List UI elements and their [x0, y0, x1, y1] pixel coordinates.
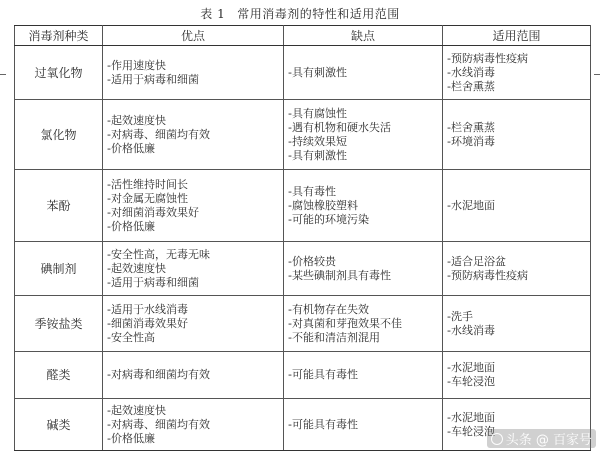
cons-item: -具有刺激性 — [288, 148, 347, 162]
pros-item: -起效速度快 — [107, 113, 166, 127]
pros-item: -起效速度快 — [107, 403, 166, 417]
table-title: 常用消毒剂的特性和适用范围 — [237, 7, 400, 21]
disinfectant-name: 过氧化物 — [15, 46, 103, 100]
table-row — [15, 100, 591, 170]
disinfectant-name: 碱类 — [15, 399, 103, 451]
pros-item: -作用速度快 — [107, 58, 166, 72]
cons-item: -价格较贵 — [288, 254, 336, 268]
pros-item: -价格低廉 — [107, 219, 155, 233]
table-number: 表 1 — [200, 7, 226, 21]
header-cons: 缺点 — [284, 26, 443, 46]
pros-cell — [103, 242, 284, 296]
pros-cell — [103, 46, 284, 100]
scope-item: -栏舍熏蒸 — [447, 79, 495, 93]
table-row — [15, 352, 591, 399]
header-scope: 适用范围 — [443, 26, 591, 46]
scope-cell — [443, 242, 591, 296]
scope-cell — [443, 46, 591, 100]
scope-item: -适合足浴盆 — [447, 254, 506, 268]
watermark-icon — [491, 433, 503, 445]
cons-cell — [284, 399, 443, 451]
scope-cell — [443, 352, 591, 399]
pros-item: -对病毒和细菌均有效 — [107, 368, 210, 381]
cons-cell — [284, 242, 443, 296]
pros-item: -对金属无腐蚀性 — [107, 191, 188, 205]
disinfectant-name: 碘制剂 — [15, 242, 103, 296]
cons-item: -具有毒性 — [288, 184, 336, 198]
pros-item: -起效速度快 — [107, 261, 166, 275]
table-row — [15, 46, 591, 100]
cons-cell — [284, 296, 443, 352]
cons-item: -某些碘制剂具有毒性 — [288, 268, 391, 282]
pros-item: -安全性高，无毒无味 — [107, 247, 210, 261]
pros-item: -对病毒、细菌均有效 — [107, 127, 210, 141]
table-row — [15, 170, 591, 242]
table-caption — [0, 5, 600, 22]
disinfectant-name: 苯酚 — [15, 170, 103, 242]
pros-item: -对病毒、细菌均有效 — [107, 417, 210, 431]
cons-cell — [284, 170, 443, 242]
margin-tick-right — [594, 74, 600, 75]
margin-tick-left — [0, 74, 6, 75]
pros-item: -价格低廉 — [107, 431, 155, 445]
cons-cell — [284, 100, 443, 170]
table-row — [15, 296, 591, 352]
scope-item: -水线消毒 — [447, 65, 495, 79]
table-row — [15, 242, 591, 296]
scope-cell — [443, 296, 591, 352]
scope-item: -预防病毒性疫病 — [447, 268, 528, 282]
scope-item: -洗手 — [447, 309, 473, 323]
pros-cell — [103, 352, 284, 399]
pros-item: -价格低廉 — [107, 141, 155, 155]
scope-item: -水泥地面 — [447, 410, 495, 424]
pros-cell — [103, 399, 284, 451]
cons-item: -可能具有毒性 — [288, 368, 358, 381]
watermark — [487, 429, 596, 448]
scope-item: -水泥地面 — [447, 361, 495, 374]
table-header-row — [15, 26, 591, 46]
watermark-text: 头条 @ 百家号 — [505, 433, 592, 448]
scope-cell — [443, 100, 591, 170]
cons-item: -可能具有毒性 — [288, 417, 358, 431]
scope-item: -水线消毒 — [447, 323, 495, 337]
scope-item: -环境消毒 — [447, 134, 495, 148]
disinfectant-name: 季铵盐类 — [15, 296, 103, 352]
scope-item: -栏舍熏蒸 — [447, 120, 495, 134]
disinfectant-name: 氯化物 — [15, 100, 103, 170]
pros-item: -安全性高 — [107, 330, 155, 344]
pros-item: -适用于水线消毒 — [107, 302, 188, 316]
scope-cell — [443, 170, 591, 242]
cons-item: -具有刺激性 — [288, 65, 347, 79]
pros-item: -对细菌消毒效果好 — [107, 205, 199, 219]
scope-item: -车轮浸泡 — [447, 375, 495, 388]
cons-item: -不能和清洁剂混用 — [288, 330, 380, 344]
cons-item: -可能的环境污染 — [288, 212, 369, 226]
cons-item: -持续效果短 — [288, 134, 347, 148]
scope-item: -预防病毒性疫病 — [447, 51, 528, 65]
cons-item: -腐蚀橡胶塑料 — [288, 198, 358, 212]
pros-item: -适用于病毒和细菌 — [107, 275, 199, 289]
pros-item: -活性维持时间长 — [107, 177, 188, 191]
disinfectant-table — [14, 25, 591, 451]
disinfectant-name: 醛类 — [15, 352, 103, 399]
scope-item: -车轮浸泡 — [447, 424, 495, 438]
header-type: 消毒剂种类 — [15, 26, 103, 46]
scope-item: -水泥地面 — [447, 198, 495, 212]
pros-item: -适用于病毒和细菌 — [107, 72, 199, 86]
pros-cell — [103, 170, 284, 242]
cons-item: -有机物存在失效 — [288, 302, 369, 316]
cons-cell — [284, 352, 443, 399]
pros-item: -细菌消毒效果好 — [107, 316, 188, 330]
pros-cell — [103, 296, 284, 352]
pros-cell — [103, 100, 284, 170]
header-pros: 优点 — [103, 26, 284, 46]
cons-item: -遇有机物和硬水失活 — [288, 120, 391, 134]
cons-cell — [284, 46, 443, 100]
cons-item: -对真菌和芽孢效果不佳 — [288, 316, 402, 330]
cons-item: -具有腐蚀性 — [288, 106, 347, 120]
